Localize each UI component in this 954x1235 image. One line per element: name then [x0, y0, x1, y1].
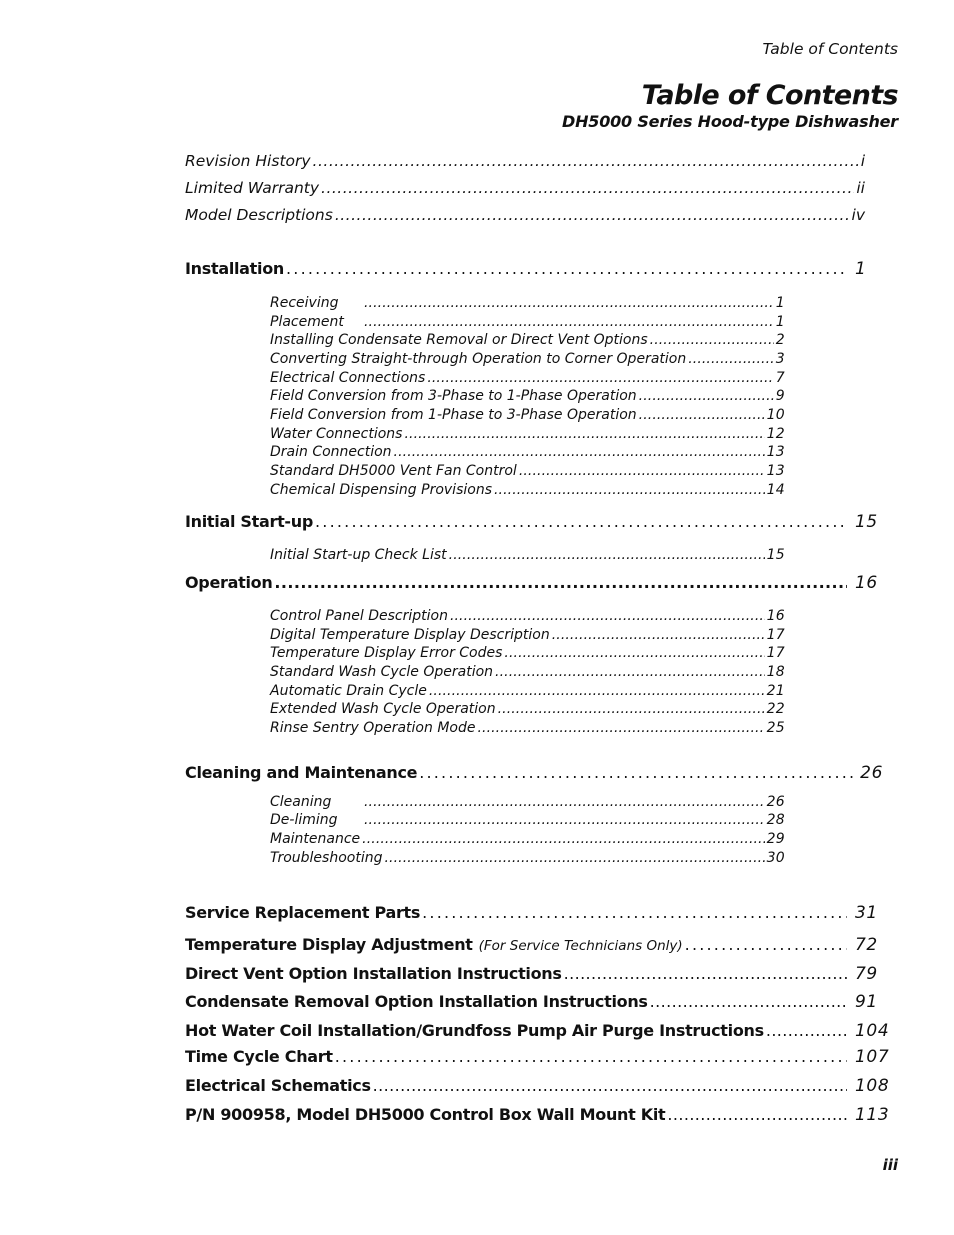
toc-subentry-page: 13 — [766, 463, 785, 479]
toc-subentry-label: Receiving — [270, 295, 339, 311]
dot-leader — [394, 444, 765, 460]
toc-subentry-page: 17 — [766, 627, 785, 643]
toc-subentry[interactable] — [270, 608, 785, 624]
toc-section-page: 72 — [855, 935, 878, 955]
toc-subentry-label: Control Panel Description — [270, 608, 448, 624]
toc-subentry-label: Field Conversion from 1-Phase to 3-Phase Operation — [270, 407, 637, 423]
toc-section-page: 31 — [855, 903, 878, 923]
toc-entry-page: ii — [856, 179, 865, 197]
toc-section-label: Electrical Schematics — [185, 1076, 371, 1095]
toc-subentry-page: 7 — [775, 370, 785, 386]
dot-leader — [552, 627, 765, 643]
toc-subentry-page: 1 — [775, 314, 785, 330]
toc-subentry[interactable] — [270, 426, 785, 442]
toc-subentry-page: 30 — [766, 850, 785, 866]
dot-leader — [688, 351, 774, 367]
dot-leader — [321, 179, 854, 197]
toc-subentry-page: 18 — [766, 664, 785, 680]
toc-subentry-page: 16 — [766, 608, 785, 624]
dot-leader — [364, 794, 765, 810]
toc-section-note: (For Service Technicians Only) — [478, 938, 683, 954]
toc-section-wall-mount-kit[interactable] — [185, 1105, 903, 1125]
dot-leader — [422, 903, 847, 922]
toc-subentry[interactable] — [270, 370, 785, 386]
dot-leader — [385, 850, 765, 866]
toc-section-page: 104 — [855, 1021, 890, 1041]
toc-entry-label: Limited Warranty — [185, 179, 320, 197]
toc-section-label: Installation — [185, 259, 284, 278]
dot-leader — [362, 831, 764, 847]
toc-section-label: P/N 900958, Model DH5000 Control Box Wall Mount Kit — [185, 1105, 666, 1124]
dot-leader — [274, 573, 847, 592]
toc-subentry-label: De-liming — [270, 812, 338, 828]
running-head: Table of Contents — [762, 40, 898, 58]
toc-subentry[interactable] — [270, 683, 785, 699]
toc-subentry[interactable] — [270, 407, 785, 423]
dot-leader — [315, 512, 847, 531]
page-subtitle: DH5000 Series Hood-type Dishwasher — [561, 112, 898, 131]
toc-section-label: Time Cycle Chart — [185, 1047, 333, 1066]
toc-entry-label: Revision History — [185, 152, 311, 170]
toc-subentry-page: 22 — [766, 701, 785, 717]
toc-subentry[interactable] — [270, 664, 785, 680]
toc-entry-page: iv — [851, 206, 865, 224]
toc-entry-page: i — [860, 152, 865, 170]
toc-subentry-label: Initial Start-up Check List — [270, 547, 447, 563]
dot-leader — [373, 1076, 847, 1095]
dot-leader — [429, 683, 765, 699]
dot-leader — [419, 763, 858, 782]
toc-subentry-label: Standard Wash Cycle Operation — [270, 664, 494, 680]
toc-section-label: Cleaning and Maintenance — [185, 763, 418, 782]
dot-leader — [667, 1105, 847, 1124]
toc-subentry-label: Electrical Connections — [270, 370, 426, 386]
toc-subentry[interactable] — [270, 701, 785, 717]
toc-subentry-page: 21 — [766, 683, 785, 699]
toc-subentry-page: 13 — [766, 444, 785, 460]
toc-section-page: 108 — [855, 1076, 890, 1096]
dot-leader — [427, 370, 773, 386]
toc-subentry-label: Drain Connection — [270, 444, 392, 460]
toc-section-operation[interactable] — [185, 573, 903, 593]
toc-section-page: 16 — [855, 573, 878, 593]
toc-subentry[interactable] — [270, 388, 785, 404]
toc-section-condensate-removal[interactable] — [185, 992, 903, 1012]
dot-leader — [766, 1021, 847, 1040]
toc-section-page: 15 — [855, 512, 878, 532]
toc-section-label: Initial Start-up — [185, 512, 314, 531]
toc-subentry[interactable] — [270, 482, 785, 498]
toc-section-direct-vent[interactable] — [185, 964, 903, 984]
toc-entry-revision-history[interactable] — [185, 152, 865, 170]
dot-leader — [364, 812, 765, 828]
toc-subentry-label: Automatic Drain Cycle — [270, 683, 427, 699]
toc-subentry-label: Installing Condensate Removal or Direct Vent Options — [270, 332, 648, 348]
toc-subentry-page: 12 — [766, 426, 785, 442]
toc-subentry-label: Temperature Display Error Codes — [270, 645, 503, 661]
dot-leader — [335, 1047, 847, 1066]
toc-section-label: Operation — [185, 573, 273, 592]
toc-section-temperature-display[interactable] — [185, 935, 903, 955]
toc-subentry[interactable] — [270, 720, 785, 736]
dot-leader — [404, 426, 764, 442]
toc-subentry[interactable] — [270, 295, 785, 311]
toc-subentry-label: Placement — [270, 314, 344, 330]
toc-subentry[interactable] — [270, 850, 785, 866]
toc-subentry-label: Cleaning — [270, 794, 332, 810]
dot-leader — [449, 547, 765, 563]
toc-subentry-page: 2 — [775, 332, 785, 348]
toc-subentry[interactable] — [270, 645, 785, 661]
toc-section-cleaning-maintenance[interactable] — [185, 763, 883, 783]
toc-subentry-page: 29 — [766, 831, 785, 847]
toc-subentry-label: Maintenance — [270, 831, 361, 847]
toc-section-page: 113 — [855, 1105, 890, 1125]
toc-section-label: Direct Vent Option Installation Instructions — [185, 964, 562, 983]
dot-leader — [650, 992, 847, 1011]
toc-subentry-page: 14 — [766, 482, 785, 498]
toc-section-service-parts[interactable] — [185, 903, 903, 923]
page-number: iii — [882, 1156, 898, 1174]
dot-leader — [450, 608, 765, 624]
toc-subentry-page: 17 — [766, 645, 785, 661]
toc-subentry[interactable] — [270, 444, 785, 460]
dot-leader — [519, 463, 765, 479]
toc-subentry[interactable] — [270, 812, 785, 828]
dot-leader — [564, 964, 847, 983]
toc-section-page: 1 — [855, 259, 867, 279]
toc-entry-limited-warranty[interactable] — [185, 179, 865, 197]
dot-leader — [286, 259, 847, 278]
toc-subentry-page: 1 — [775, 295, 785, 311]
toc-subentry[interactable] — [270, 831, 785, 847]
page-title: Table of Contents — [641, 80, 898, 111]
dot-leader — [313, 152, 859, 170]
toc-section-time-cycle-chart[interactable] — [185, 1047, 903, 1067]
toc-section-page: 79 — [855, 964, 878, 984]
toc-section-hot-water-coil[interactable] — [185, 1021, 903, 1041]
toc-subentry-page: 25 — [766, 720, 785, 736]
dot-leader — [639, 388, 774, 404]
toc-section-page: 91 — [855, 992, 878, 1012]
toc-subentry[interactable] — [270, 794, 785, 810]
toc-section-page: 26 — [860, 763, 883, 783]
toc-subentry-page: 15 — [766, 547, 785, 563]
toc-entry-model-descriptions[interactable] — [185, 206, 865, 224]
toc-section-label: Service Replacement Parts — [185, 903, 421, 922]
dot-leader — [364, 314, 774, 330]
toc-subentry-page: 10 — [766, 407, 785, 423]
toc-entry-label: Model Descriptions — [185, 206, 333, 224]
toc-subentry-page: 28 — [766, 812, 785, 828]
dot-leader — [477, 720, 764, 736]
dot-leader — [498, 701, 765, 717]
toc-subentry-page: 3 — [775, 351, 785, 367]
toc-subentry[interactable] — [270, 463, 785, 479]
toc-subentry-label: Digital Temperature Display Description — [270, 627, 550, 643]
toc-subentry[interactable] — [270, 332, 785, 348]
toc-subentry-label: Field Conversion from 3-Phase to 1-Phase Operation — [270, 388, 637, 404]
toc-subentry-label: Extended Wash Cycle Operation — [270, 701, 496, 717]
toc-subentry-label: Water Connections — [270, 426, 403, 442]
toc-subentry[interactable] — [270, 314, 785, 330]
toc-subentry[interactable] — [270, 627, 785, 643]
toc-subentry-page: 26 — [766, 794, 785, 810]
dot-leader — [650, 332, 774, 348]
toc-section-label: Condensate Removal Option Installation Instructions — [185, 992, 648, 1011]
toc-subentry-label: Chemical Dispensing Provisions — [270, 482, 492, 498]
toc-section-page: 107 — [855, 1047, 890, 1067]
toc-section-electrical-schematics[interactable] — [185, 1076, 903, 1096]
toc-subentry[interactable] — [270, 547, 785, 563]
toc-section-initial-startup[interactable] — [185, 512, 903, 532]
toc-subentry-label: Troubleshooting — [270, 850, 383, 866]
dot-leader — [495, 664, 765, 680]
toc-section-label: Temperature Display Adjustment — [185, 935, 473, 954]
toc-section-label: Hot Water Coil Installation/Grundfoss Pump Air Purge Instructions — [185, 1021, 764, 1040]
toc-subentry-label: Converting Straight-through Operation to Corner Operation — [270, 351, 687, 367]
toc-subentry[interactable] — [270, 351, 785, 367]
toc-section-installation[interactable] — [185, 259, 903, 279]
toc-subentry-label: Standard DH5000 Vent Fan Control — [270, 463, 517, 479]
toc-subentry-label: Rinse Sentry Operation Mode — [270, 720, 476, 736]
dot-leader — [364, 295, 774, 311]
toc-subentry-page: 9 — [775, 388, 785, 404]
dot-leader — [504, 645, 764, 661]
dot-leader — [494, 482, 765, 498]
dot-leader — [685, 935, 847, 954]
dot-leader — [335, 206, 850, 224]
dot-leader — [639, 407, 765, 423]
